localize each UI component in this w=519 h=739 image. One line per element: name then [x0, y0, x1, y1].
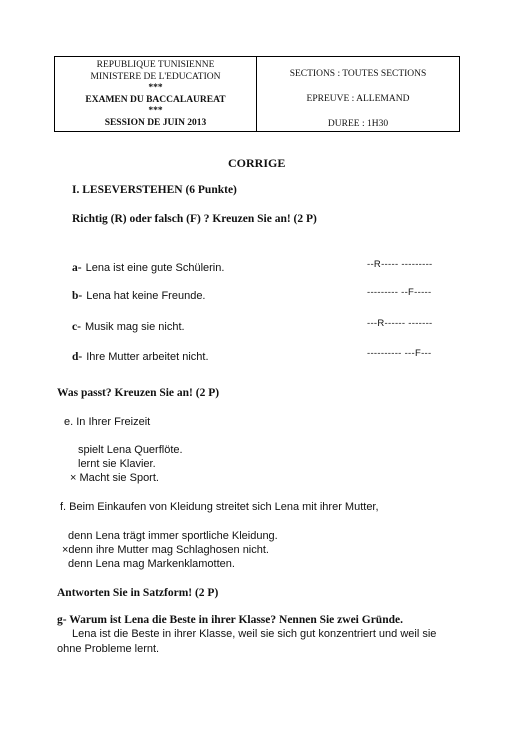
section2-heading: Was passt? Kreuzen Sie an! (2 P): [57, 387, 220, 399]
answer-mark: ---R------ -------: [367, 318, 433, 329]
section1-instruction: Richtig (R) oder falsch (F) ? Kreuzen Sie an! (2 P): [72, 213, 317, 225]
header-separator: ***: [148, 83, 163, 93]
question-g: g- Warum ist Lena die Beste in ihrer Klasse? Nennen Sie zwei Gründe.: [57, 614, 403, 626]
section3-heading: Antworten Sie in Satzform! (2 P): [57, 587, 219, 599]
section1-heading: I. LESEVERSTEHEN (6 Punkte): [72, 184, 237, 196]
header-duration: DUREE : 1H30: [327, 119, 389, 129]
header-right: [257, 57, 459, 131]
item-text: Lena ist eine gute Schülerin.: [85, 262, 225, 274]
header-subject: EPREUVE : ALLEMAND: [306, 94, 410, 104]
option-f1: denn Lena trägt immer sportliche Kleidung.: [68, 530, 278, 542]
answer-g-line1: Lena ist die Beste in ihrer Klasse, weil sie sich gut konzentriert und weil sie: [72, 628, 437, 640]
item-letter: c-: [72, 321, 81, 333]
header-ministry: MINISTERE DE L'EDUCATION: [90, 71, 221, 82]
header-exam: EXAMEN DU BACCALAUREAT: [85, 94, 226, 105]
item-letter: b-: [72, 290, 83, 302]
option-f2-selected: ×denn ihre Mutter mag Schlaghosen nicht.: [62, 544, 269, 556]
header-country: REPUBLIQUE TUNISIENNE: [96, 60, 215, 70]
item-d: [72, 347, 209, 365]
header-left: [55, 57, 257, 131]
item-letter: a-: [72, 262, 82, 274]
option-e2: lernt sie Klavier.: [78, 458, 156, 470]
answer-g-line2: ohne Probleme lernt.: [57, 643, 160, 655]
answer-mark: --R----- ---------: [367, 259, 433, 270]
answer-mark: ---------- ---F---: [367, 348, 432, 359]
header-separator: ***: [148, 106, 163, 116]
question-f: f. Beim Einkaufen von Kleidung streitet sich Lena mit ihrer Mutter,: [60, 501, 379, 513]
option-f3: denn Lena mag Markenklamotten.: [68, 558, 235, 570]
header-session: SESSION DE JUIN 2013: [104, 117, 207, 128]
item-text: Ihre Mutter arbeitet nicht.: [86, 351, 209, 363]
item-c: [72, 317, 185, 335]
option-e3-selected: × Macht sie Sport.: [70, 472, 159, 484]
option-e1: spielt Lena Querflöte.: [78, 444, 183, 456]
exam-header: [54, 56, 460, 132]
item-text: Lena hat keine Freunde.: [86, 290, 206, 302]
answer-mark: --------- --F-----: [367, 287, 432, 298]
item-a: [72, 258, 224, 276]
item-letter: d-: [72, 351, 83, 363]
question-e: e. In Ihrer Freizeit: [64, 416, 151, 428]
page-title: CORRIGE: [228, 156, 286, 170]
header-sections: SECTIONS : TOUTES SECTIONS: [289, 69, 427, 79]
item-b: [72, 286, 206, 304]
item-text: Musik mag sie nicht.: [84, 321, 185, 333]
